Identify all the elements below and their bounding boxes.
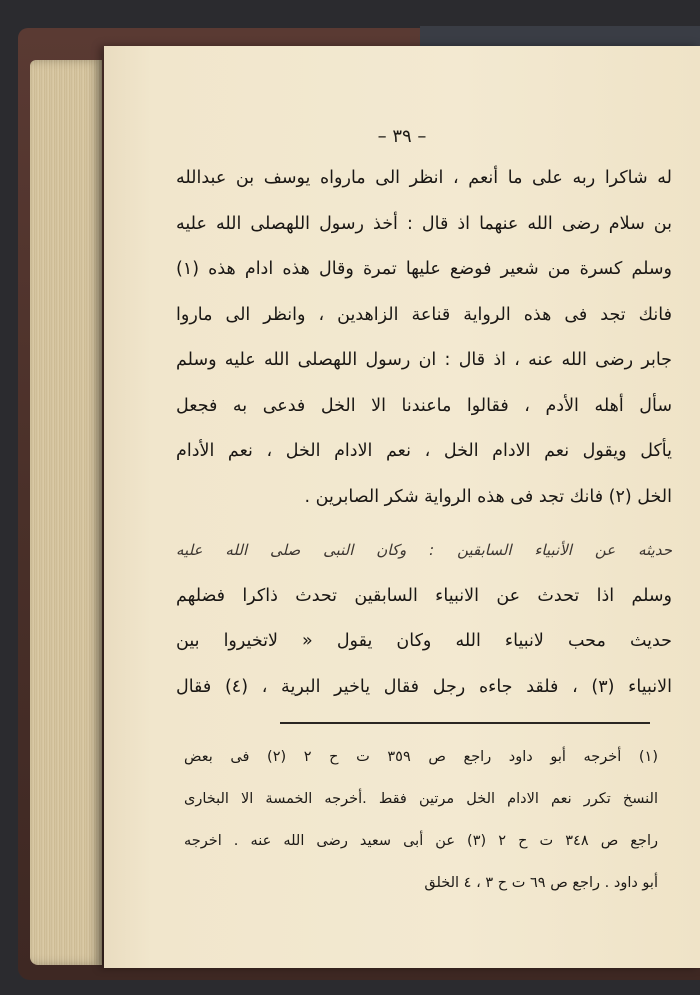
footnote-line: النسخ تكرر نعم الادام الخل مرتين فقط .أخرجه الخمسة الا البخارى (184, 791, 658, 807)
footnote-line: راجع ص ٣٤٨ ت ح ٢ (٣) عن أبى سعيد رضى الله عنه . اخرجه (184, 833, 658, 849)
page-edges (30, 60, 102, 965)
book-cover-spine-cloth (420, 26, 700, 48)
page-number: – ٣٩ – (377, 126, 427, 147)
body-line: جابر رضى الله عنه ، اذ قال : ان رسول اللهصلى الله عليه وسلم (176, 350, 672, 370)
page-body (176, 156, 672, 710)
body-line: فانك تجد فى هذه الرواية قناعة الزاهدين ، وانظر الى ماروا (176, 304, 672, 325)
section-heading: حديثه عن الأنبياء السابقين : وكان النبى صلى الله عليه (176, 541, 672, 559)
body-line: وسلم كسرة من شعير فوضع عليها تمرة وقال هذه ادام هذه (١) (176, 259, 672, 279)
body-line: بن سلام رضى الله عنهما اذ قال : أخذ رسول اللهصلى الله عليه (176, 213, 672, 234)
body-line: سأل أهله الأدم ، فقالوا ماعندنا الا الخل فدعى به فجعل (176, 395, 672, 416)
body-line: يأكل ويقول نعم الادام الخل ، نعم الادام الخل ، نعم الأدام (176, 441, 672, 461)
body-line: له شاكرا ربه على ما أنعم ، انظر الى مارواه يوسف بن عبدالله (176, 168, 672, 188)
footnote-line: أبو داود . راجع ص ٦٩ ت ح ٣ ، ٤ الخلق (424, 875, 658, 891)
footnotes (184, 736, 658, 904)
footnote-divider (280, 722, 650, 724)
book-page (104, 46, 700, 968)
body-line: وسلم اذا تحدث عن الانبياء السابقين تحدث ذاكرا فضلهم (176, 585, 672, 606)
body-line: الانبياء (٣) ، فلقد جاءه رجل فقال ياخير البرية ، (٤) فقال (176, 676, 672, 697)
footnote-line: (١) أخرجه أبو داود راجع ص ٣٥٩ ت ح ٢ (٢) فى بعض (184, 749, 658, 765)
body-line: حديث محب لانبياء الله وكان يقول « لاتخيروا بين (176, 631, 672, 651)
body-line: الخل (٢) فانك تجد فى هذه الرواية شكر الصابرين . (304, 486, 672, 507)
